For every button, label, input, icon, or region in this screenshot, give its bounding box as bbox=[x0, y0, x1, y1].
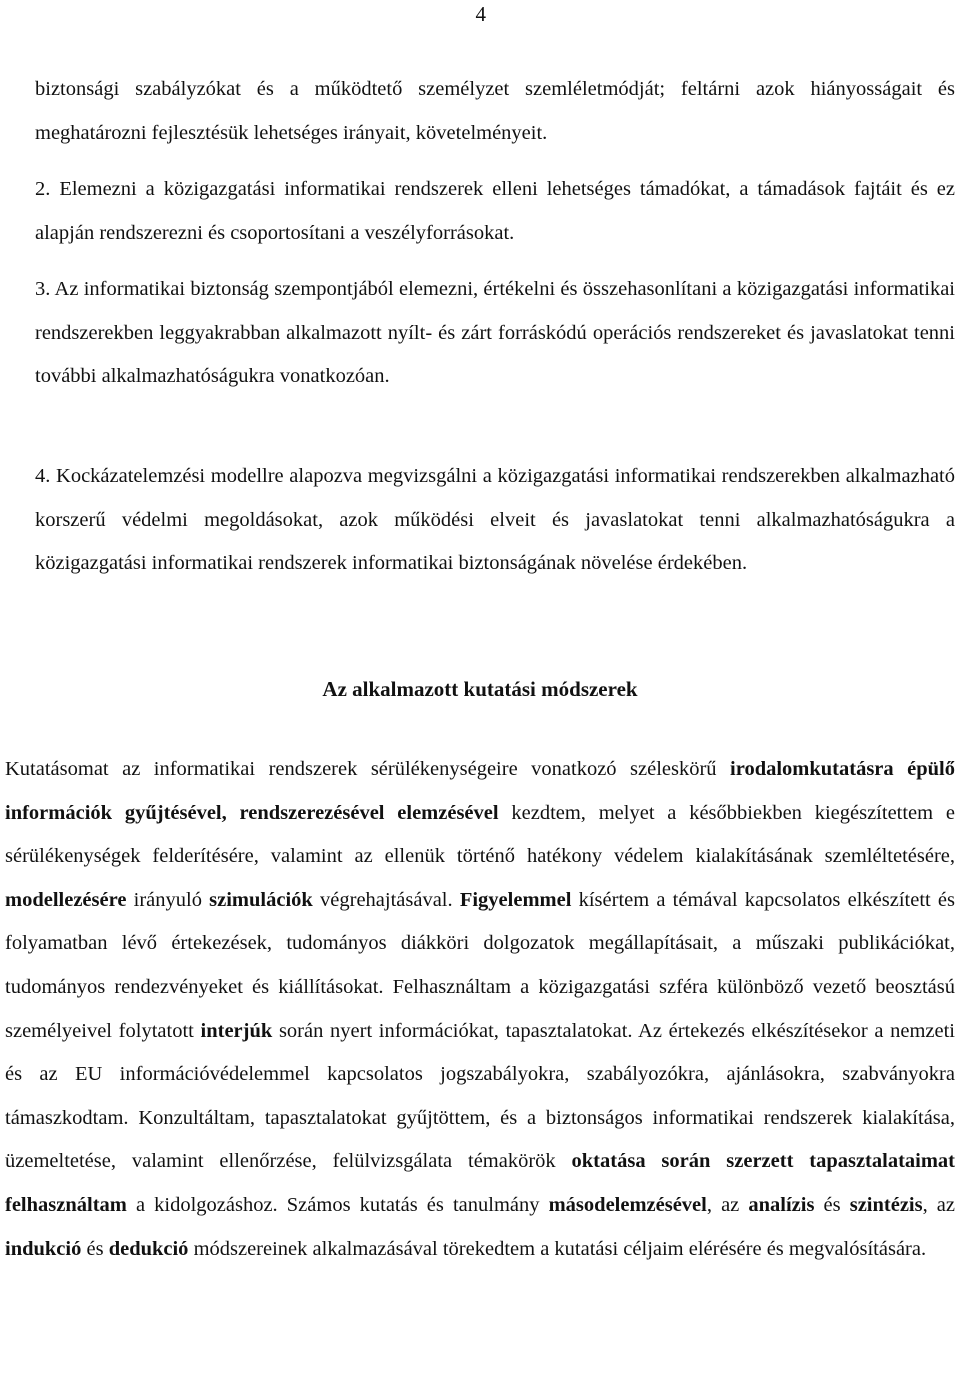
methods-emphasis: indukció bbox=[5, 1237, 82, 1260]
methods-text: kezdtem, melyet a későbbiekben kiegészítettem e sérülékenységek felderítésére, valamint az ellenük történő hatékony védelem kialakításának szemléltetésére, bbox=[5, 801, 955, 868]
methods-text: , az bbox=[706, 1193, 749, 1216]
methods-text: végrehajtásával. bbox=[312, 888, 460, 911]
methods-emphasis: másodelemzésével bbox=[548, 1193, 707, 1216]
methods-text: során nyert információkat, tapasztalatokat. Az értekezés elkészítésekor a nemzeti és az EU információvédelemmel kapcsolatos jogszabályokra, szabályozókra, ajánlásokra, szabványokra támaszkodtam. Konzultáltam, tapasztalatokat gyűjtöttem, és a biztonságos informatikai rendszerek kialakítása, üzemeltetése, valamint ellenőrzése, felülvizsgálata témakörök bbox=[5, 1019, 955, 1173]
methods-text: és bbox=[81, 1237, 109, 1260]
methods-emphasis: dedukció bbox=[108, 1237, 189, 1260]
methods-emphasis: oktatása során szerzett tapasztalataimat felhasználtam bbox=[5, 1150, 956, 1216]
methods-emphasis: modellezésére bbox=[5, 888, 127, 911]
methods-text: , az bbox=[922, 1193, 956, 1216]
methods-emphasis: analízis bbox=[748, 1193, 815, 1216]
methods-text: irányuló bbox=[126, 888, 210, 911]
page-number: 4 bbox=[475, 2, 486, 26]
list-item-4: 4. Kockázatelemzési modellre alapozva megvizsgálni a közigazgatási informatikai rendszerekben alkalmazható korszerű védelmi megoldásokat, azok működési elveit és javaslatokat tenni alkalmazhatóságukra a közigazgatási informatikai rendszerek informatikai biztonságának növelése érdekében. bbox=[35, 465, 955, 575]
methods-emphasis: szimulációk bbox=[209, 888, 313, 911]
list-item-2: 2. Elemezni a közigazgatási informatikai rendszerek elleni lehetséges támadókat, a támadások fajtáit és ez alapján rendszerezni és csoportosítani a veszélyforrásokat. bbox=[35, 178, 955, 244]
methods-text: és bbox=[814, 1193, 850, 1216]
methods-text: módszereinek alkalmazásával törekedtem a kutatási céljaim elérésére és megvalósítására. bbox=[188, 1237, 927, 1260]
methods-emphasis: interjúk bbox=[200, 1019, 273, 1042]
methods-emphasis: irodalomkutatásra épülő információk gyűjtésével, rendszerezésével elemzésével bbox=[5, 758, 955, 824]
section-heading: Az alkalmazott kutatási módszerek bbox=[322, 677, 638, 701]
list-item-3: 3. Az informatikai biztonság szempontjából elemezni, értékelni és összehasonlítani a közigazgatási informatikai rendszerekben leggyakrabban alkalmazott nyílt- és zárt forráskódú operációs rendszereket és javaslatokat tenni további alkalmazhatóságukra vonatkozóan. bbox=[35, 278, 955, 388]
methods-text: Kutatásomat az informatikai rendszerek sérülékenységeire vonatkozó széleskörű bbox=[5, 758, 731, 780]
methods-text: kísértem a témával kapcsolatos elkészített és folyamatban lévő értekezések, tudományos diákköri dolgozatok megállapításait, a műszaki publikációkat, tudományos rendezvényeket és kiállításokat. Felhasználtam a közigazgatási szféra különböző vezető beosztású személyeivel folytatott bbox=[5, 888, 955, 1042]
methods-emphasis: szintézis bbox=[849, 1193, 923, 1216]
methods-emphasis: Figyelemmel bbox=[459, 888, 572, 911]
methods-text: a kidolgozáshoz. Számos kutatás és tanulmány bbox=[126, 1193, 549, 1216]
methods-paragraph bbox=[5, 748, 955, 1271]
list-item-1-continuation: biztonsági szabályzókat és a működtető személyzet szemléletmódját; feltárni azok hiányosságait és meghatározni fejlesztésük lehetséges irányait, követelményeit. bbox=[35, 78, 955, 144]
